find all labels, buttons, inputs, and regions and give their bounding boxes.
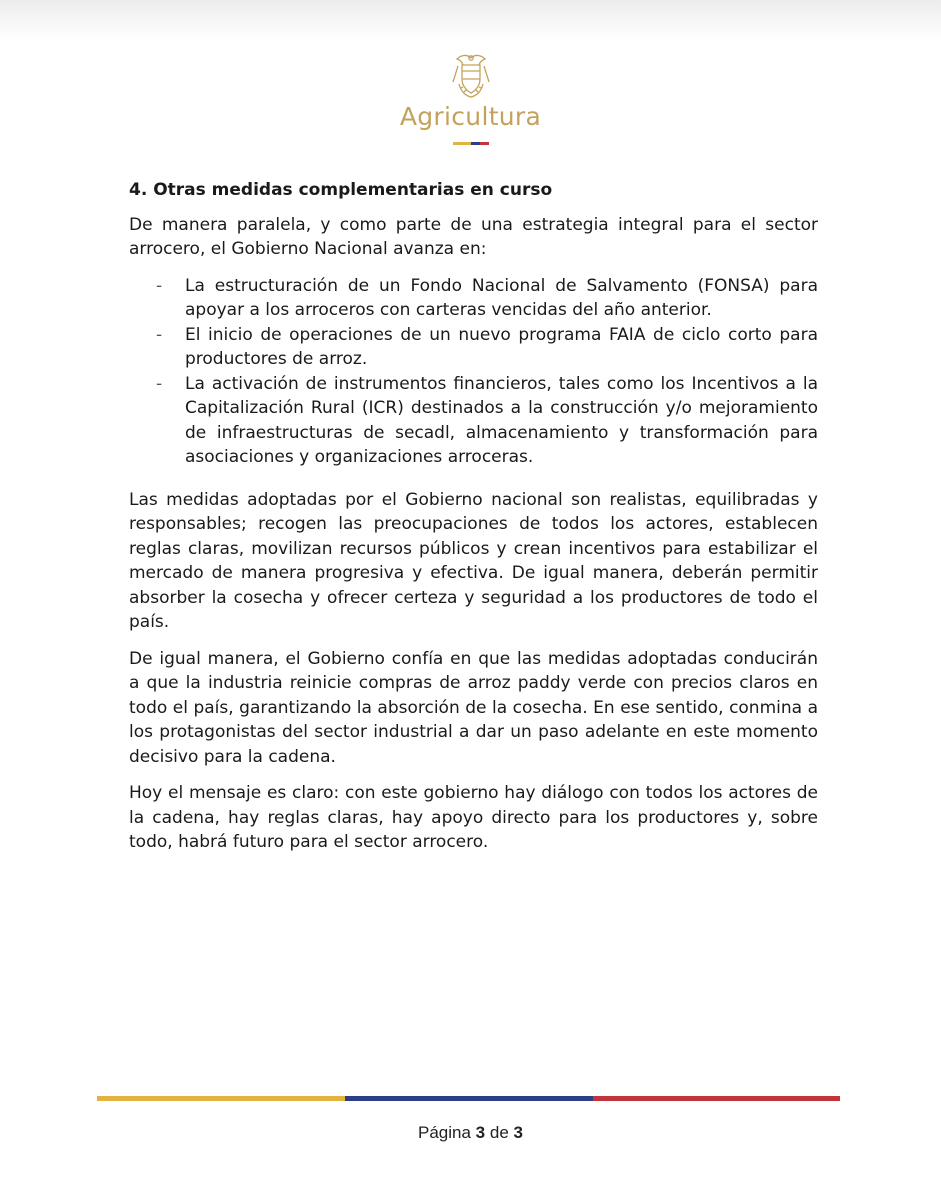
page-current: 3 bbox=[475, 1123, 486, 1142]
page-total: 3 bbox=[513, 1123, 523, 1142]
list-item-text: El inicio de operaciones de un nuevo programa FAIA de ciclo corto para productores de arroz. bbox=[185, 324, 818, 369]
footer-color-bar bbox=[97, 1096, 840, 1101]
bullet-marker: - bbox=[156, 373, 163, 394]
list-item-text: La estructuración de un Fondo Nacional de Salvamento (FONSA) para apoyar a los arroceros con carteras vencidas del año anterior. bbox=[185, 275, 818, 320]
page-number bbox=[0, 1123, 941, 1143]
intro-paragraph: De manera paralela, y como parte de una estrategia integral para el sector arrocero, el Gobierno Nacional avanza en: bbox=[129, 214, 818, 259]
flag-red bbox=[480, 142, 489, 145]
section-title: 4. Otras medidas complementarias en curso bbox=[129, 180, 553, 200]
list-item bbox=[129, 372, 818, 470]
body-paragraph: Las medidas adoptadas por el Gobierno nacional son realistas, equilibradas y responsables; recogen las preocupaciones de todos los actores, establecen reglas claras, movilizan recursos públicos y crean incentivos para estabilizar el mercado de manera progresiva y efectiva. De igual manera, deberán permitir absorber la cosecha y ofrecer certeza y seguridad a los productores de todo el país. bbox=[129, 489, 818, 632]
footer-bar-blue bbox=[345, 1096, 593, 1101]
brand-name: Agricultura bbox=[399, 102, 542, 131]
top-shadow bbox=[0, 0, 941, 40]
letterhead bbox=[0, 52, 941, 145]
footer-bar-yellow bbox=[97, 1096, 345, 1101]
footer-bar-red bbox=[593, 1096, 840, 1101]
page-label: Página bbox=[418, 1123, 471, 1142]
bullet-marker: - bbox=[156, 324, 163, 345]
measures-list bbox=[129, 274, 818, 470]
flag-stripe bbox=[453, 142, 489, 145]
closing-paragraph: Hoy el mensaje es claro: con este gobierno hay diálogo con todos los actores de la cadena, hay reglas claras, hay apoyo directo para los productores y, sobre todo, habrá futuro para el sector arrocero. bbox=[129, 783, 818, 852]
bullet-marker: - bbox=[156, 275, 163, 296]
flag-yellow bbox=[453, 142, 471, 145]
document-body bbox=[129, 178, 818, 865]
body-paragraph: De igual manera, el Gobierno confía en que las medidas adoptadas conducirán a que la industria reinicie compras de arroz paddy verde con precios claros en todo el país, garantizando la absorción de la cosecha. En ese sentido, conmina a los protagonistas del sector industrial a dar un paso adelante en este momento decisivo para la cadena. bbox=[129, 648, 818, 767]
list-item bbox=[129, 274, 818, 323]
page-separator: de bbox=[489, 1123, 509, 1142]
list-item-text: La activación de instrumentos financieros, tales como los Incentivos a la Capitalización Rural (ICR) destinados a la construcción y/o mejoramiento de infraestructuras de secadl, almacenamiento y transformación para asociaciones y organizaciones arroceras. bbox=[185, 373, 818, 467]
list-item bbox=[129, 323, 818, 372]
flag-blue bbox=[471, 142, 480, 145]
colombia-coat-of-arms-icon bbox=[449, 52, 493, 100]
